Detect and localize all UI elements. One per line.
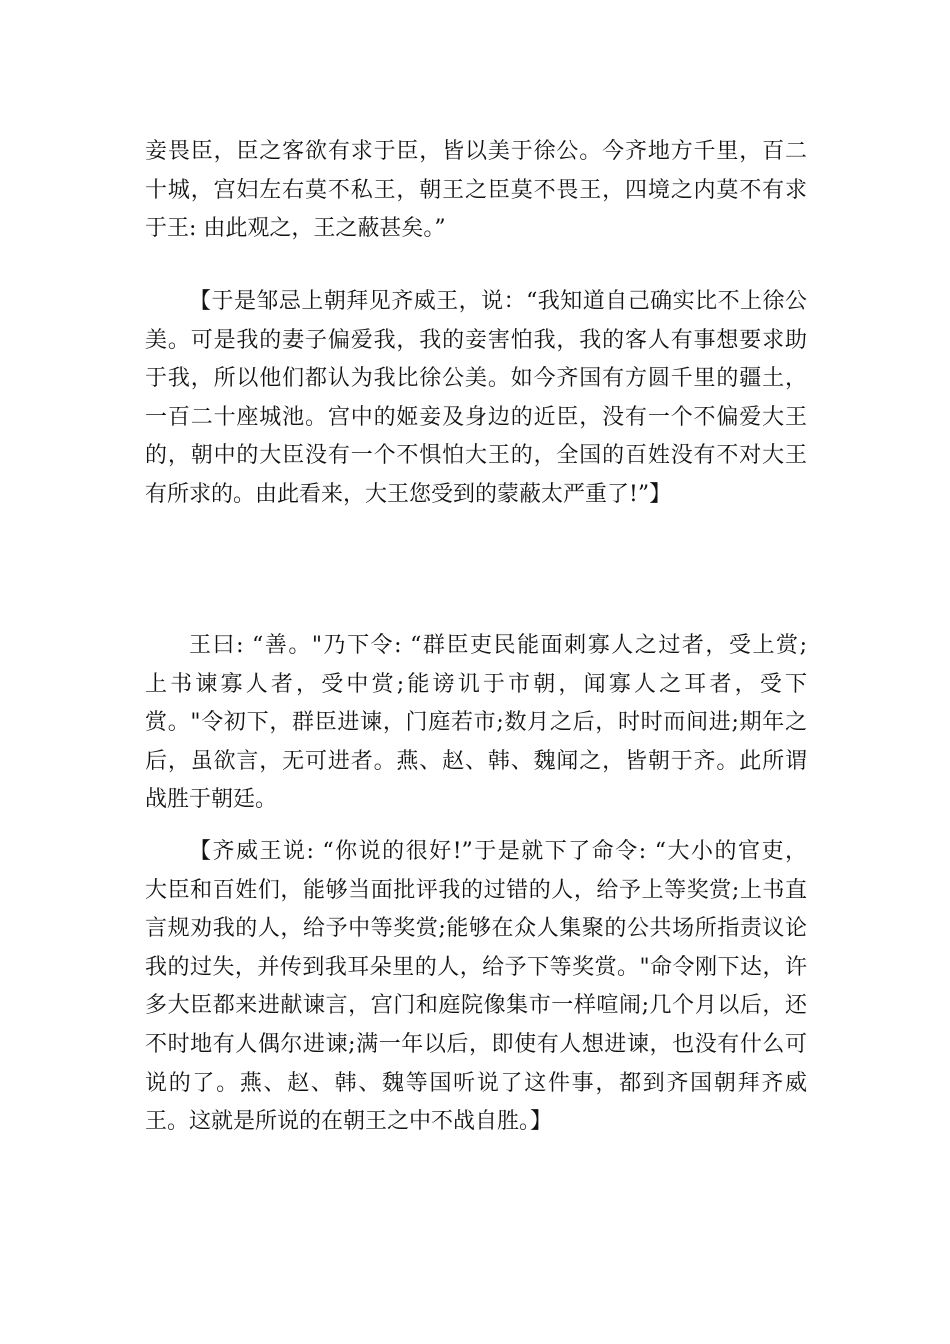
text-line: 一百二十座城池。宫中的姬妾及身边的近臣，没有一个不偏爱大王 (145, 404, 807, 430)
text-line: 我的过失，并传到我耳朵里的人，给予下等奖赏。"命令刚下达，许 (145, 954, 807, 980)
text-line: 说的了。燕、赵、韩、魏等国听说了这件事，都到齐国朝拜齐威 (145, 1070, 807, 1096)
text-line: 十城，宫妇左右莫不私王，朝王之臣莫不畏王，四境之内莫不有求 (145, 177, 807, 203)
text-line: 王曰: “善。"乃下令: “群臣吏民能面刺寡人之过者，受上赏; (189, 633, 807, 658)
text-line: 不时地有人偶尔进谏;满一年以后，即使有人想进谏，也没有什么可 (145, 1031, 807, 1057)
text-line: 于我，所以他们都认为我比徐公美。如今齐国有方圆千里的疆土， (145, 366, 807, 392)
text-line: 美。可是我的妻子偏爱我，我的妾害怕我，我的客人有事想要求助 (145, 327, 807, 353)
text-line: 大臣和百姓们，能够当面批评我的过错的人，给予上等奖赏;上书直 (145, 877, 807, 903)
text-line: 战胜于朝廷。 (145, 787, 278, 813)
text-line: 于王: 由此观之，王之蔽甚矣。” (145, 216, 446, 242)
paragraph-4 (145, 833, 807, 1142)
text-line: 【于是邹忌上朝拜见齐威王，说：“我知道自己确实比不上徐公 (189, 289, 807, 314)
text-line: 赏。"令初下，群臣进谏，门庭若市;数月之后，时时而间进;期年之 (145, 710, 807, 736)
text-line: 上书谏寡人者，受中赏;能谤讥于市朝，闻寡人之耳者，受下 (145, 671, 807, 697)
text-line: 后，虽欲言，无可进者。燕、赵、韩、魏闻之，皆朝于齐。此所谓 (145, 748, 807, 774)
paragraph-3 (145, 627, 807, 820)
paragraph-1 (145, 133, 807, 249)
text-line: 【齐威王说: “你说的很好!”于是就下了命令: “大小的官吏， (189, 839, 807, 864)
paragraph-2 (145, 283, 807, 515)
text-line: 有所求的。由此看来，大王您受到的蒙蔽太严重了!”】 (145, 481, 672, 507)
text-line: 王。这就是所说的在朝王之中不战自胜。】 (145, 1109, 553, 1135)
text-line: 多大臣都来进献谏言，宫门和庭院像集市一样喧闹;几个月以后，还 (145, 993, 807, 1019)
text-line: 妾畏臣，臣之客欲有求于臣，皆以美于徐公。今齐地方千里，百二 (145, 139, 807, 164)
text-line: 言规劝我的人，给予中等奖赏;能够在众人集聚的公共场所指责议论 (145, 916, 807, 942)
text-line: 的，朝中的大臣没有一个不惧怕大王的，全国的百姓没有不对大王 (145, 443, 807, 469)
